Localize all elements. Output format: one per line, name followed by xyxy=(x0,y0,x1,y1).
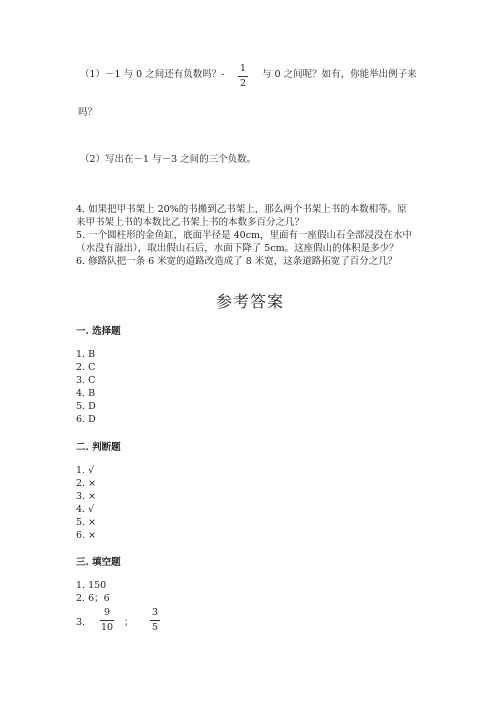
q4-line1: 4. 如果把甲书架上 20%的书搬到乙书架上，那么两个书架上书的本数相等。原 xyxy=(76,204,407,215)
q1-part1-text-cont: 吗？ xyxy=(78,107,98,118)
q1-fraction xyxy=(238,64,248,90)
fraction-bar xyxy=(238,76,248,77)
list-item: 3. C xyxy=(76,375,96,386)
list-item: 2. C xyxy=(76,362,96,373)
list-item: 5. × xyxy=(76,517,97,528)
q1-fraction-numerator: 1 xyxy=(239,63,247,74)
q6-text: 6. 修路队把一条 6 米宽的道路改造成了 8 米宽，这条道路拓宽了百分之几？ xyxy=(76,256,398,267)
list-item: 5. D xyxy=(76,401,96,412)
item3-fraction-1-denominator: 10 xyxy=(100,622,114,634)
answer-key-title: 参考答案 xyxy=(215,292,284,311)
list-item: 4. √ xyxy=(76,504,95,515)
q5-line2: （水没有溢出），取出假山石后，水面下降了 5cm。这座假山的体积是多少？ xyxy=(76,243,399,254)
list-item: 3. × xyxy=(76,491,97,502)
section2-heading: 二. 判断题 xyxy=(76,442,121,453)
list-item: 1. √ xyxy=(76,465,95,476)
q4-line2: 来甲书架上书的本数比乙书架上书的本数多百分之几？ xyxy=(76,217,305,228)
q1-part2-text: （2）写出在－1 与－3 之间的三个负数。 xyxy=(80,154,257,165)
list-item: 1. B xyxy=(76,349,96,360)
section1-heading: 一. 选择题 xyxy=(76,326,121,337)
q1-fraction-denominator: 2 xyxy=(239,78,247,90)
item3-fraction-2 xyxy=(150,608,160,634)
q5-line1: 5. 一个圆柱形的金鱼缸，底面半径是 40cm，里面有一座假山石全部浸没在水中 xyxy=(76,230,413,241)
item3-fraction-2-denominator: 5 xyxy=(151,622,159,634)
fraction-bar xyxy=(150,620,160,621)
list-item: 2. 6；6 xyxy=(76,593,110,604)
list-item: 4. B xyxy=(76,388,96,399)
q1-part1-text-after: 与 0 之间呢？如有，你能举出例子来 xyxy=(262,69,417,80)
list-item: 6. × xyxy=(76,530,97,541)
item3-separator: ； xyxy=(124,617,134,628)
q1-part1-text: （1）－1 与 0 之间还有负数吗？- xyxy=(80,69,225,80)
item3-fraction-2-numerator: 3 xyxy=(151,607,159,618)
list-item: 2. × xyxy=(76,478,97,489)
section2-list xyxy=(76,464,96,542)
item3-fraction-1 xyxy=(100,608,114,634)
list-item: 6. D xyxy=(76,414,96,425)
fraction-bar xyxy=(100,620,114,621)
item3-fraction-1-numerator: 9 xyxy=(103,607,111,618)
section3-heading: 三. 填空题 xyxy=(76,557,121,568)
list-item: 1. 150 xyxy=(76,580,107,591)
section1-list xyxy=(76,348,96,426)
section3-list xyxy=(76,579,110,605)
section3-item3-label: 3. xyxy=(76,617,86,628)
